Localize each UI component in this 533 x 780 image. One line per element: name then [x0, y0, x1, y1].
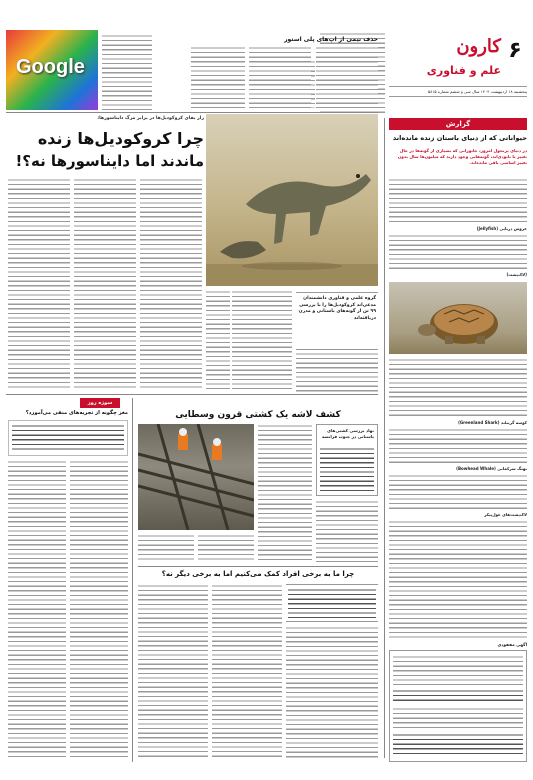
masthead: [389, 30, 527, 112]
subhead-bowhead-whale: نهنگ سرکمانی (Bowhead Whale): [456, 466, 527, 471]
google-ad-image: [6, 30, 98, 110]
right-lead: در دنیای پرتحول امروز، جانورانی که بسیاری از گونه‌ها در حال تغییر یا نابودی‌اند، گونه‌هایی وجود دارند که میلیون‌ها سال بدون تغییر اساسی باقی مانده‌اند.: [397, 148, 527, 165]
shipwreck-body-4: [198, 534, 254, 562]
main-body-col-6: [206, 290, 230, 390]
main-body-col-3: [140, 178, 202, 390]
notice-title: آگهی مفقودی: [497, 642, 527, 647]
column-tag: سوژه روز: [80, 398, 120, 408]
shipwreck-sidebar-box: [316, 424, 378, 496]
right-body-3: [389, 358, 527, 418]
main-body-col-5: [232, 290, 292, 390]
tortoise-image: [389, 282, 527, 354]
brand-logo: کارون: [456, 36, 501, 57]
page-number: ۶: [508, 38, 522, 63]
right-headline: حیواناتی که از دنیای باستان زنده مانده‌اند: [392, 134, 527, 142]
right-body-4: [389, 428, 527, 464]
shipwreck-sidebar-text: نهاد بررسی کشتی‌های باستانی در جنوب فرانسه: [321, 428, 374, 439]
right-body-6: [389, 520, 527, 638]
main-kicker: راز بقای کروکودیل‌ها در برابر مرگ دایناسورها:: [97, 116, 204, 121]
dateline: پنجشنبه ۱۸ اردیبهشت ۱۴۰۴ سال سی و ششم شماره ۵۸۱۵: [389, 86, 527, 97]
dinosaur-image: [206, 114, 378, 286]
report-tag: گزارش: [389, 118, 527, 130]
subhead-greenland-shark: کوسه گرینلند (Greenland Shark): [458, 420, 527, 425]
google-ad-text: [102, 34, 152, 110]
column-body-1: [8, 460, 66, 760]
shipwreck-headline: کشف لاشه یک کشتی قرون وسطایی: [175, 410, 341, 420]
column-divider: [132, 398, 133, 762]
shipwreck-image: [138, 424, 254, 530]
image-caption: (لاک‌پشت): [506, 272, 527, 277]
bottom-body-1: [286, 626, 378, 760]
right-body-5: [389, 474, 527, 510]
top-strip-bottom-rule: [6, 112, 378, 113]
column-headline: مغز چگونه از تجربه‌های منفی می‌آموزد؟: [25, 410, 128, 416]
subhead-giant-tortoises: لاک‌پشت‌های غول‌پیکر: [484, 512, 527, 517]
quote-box: [296, 292, 378, 350]
shipwreck-body-2: [316, 500, 378, 562]
shipwreck-bottom-rule: [138, 566, 378, 567]
top-strip-text-3: [191, 46, 245, 108]
shipwreck-body-1: [258, 424, 312, 562]
main-bottom-rule: [6, 394, 378, 395]
bottom-body-2: [212, 584, 282, 760]
top-strip-text-1: [316, 46, 378, 108]
main-body-col-2: [74, 178, 136, 390]
shipwreck-body-3: [138, 534, 194, 562]
top-strip-text-2: [249, 46, 311, 108]
right-column-divider: [384, 118, 385, 758]
top-strip-headline: حذف نیمی از اپ‌های پلی استور: [284, 36, 378, 43]
quote-text: گروه علمی و فناوری دانشمندان مدعی‌اند کروکودیل‌ها را با بررسی ۹۹ تن از گونه‌های باستانی و مدرن دریافته‌اند: [298, 296, 376, 321]
main-headline-2: ماندند اما دایناسورها نه؟!: [15, 152, 204, 170]
bottom-body-3: [138, 584, 208, 760]
column-body-2: [70, 460, 128, 760]
subhead-jellyfish: عروس دریایی (Jellyfish): [476, 226, 527, 231]
main-headline-1: چرا کروکودیل‌ها زنده: [37, 129, 204, 148]
bottom-lead-box: [286, 584, 378, 622]
main-body-col-1: [8, 178, 70, 390]
right-body-1: [389, 178, 527, 224]
google-logo: Google: [16, 56, 85, 78]
notices-box: [389, 650, 527, 762]
bottom-headline: چرا ما به برخی افراد کمک می‌کنیم اما به برخی دیگر نه؟: [161, 570, 355, 578]
main-body-col-4: [296, 352, 378, 392]
column-lead-box: [8, 420, 128, 456]
section-title: علم و فناوری: [426, 64, 501, 77]
right-body-2: [389, 234, 527, 270]
